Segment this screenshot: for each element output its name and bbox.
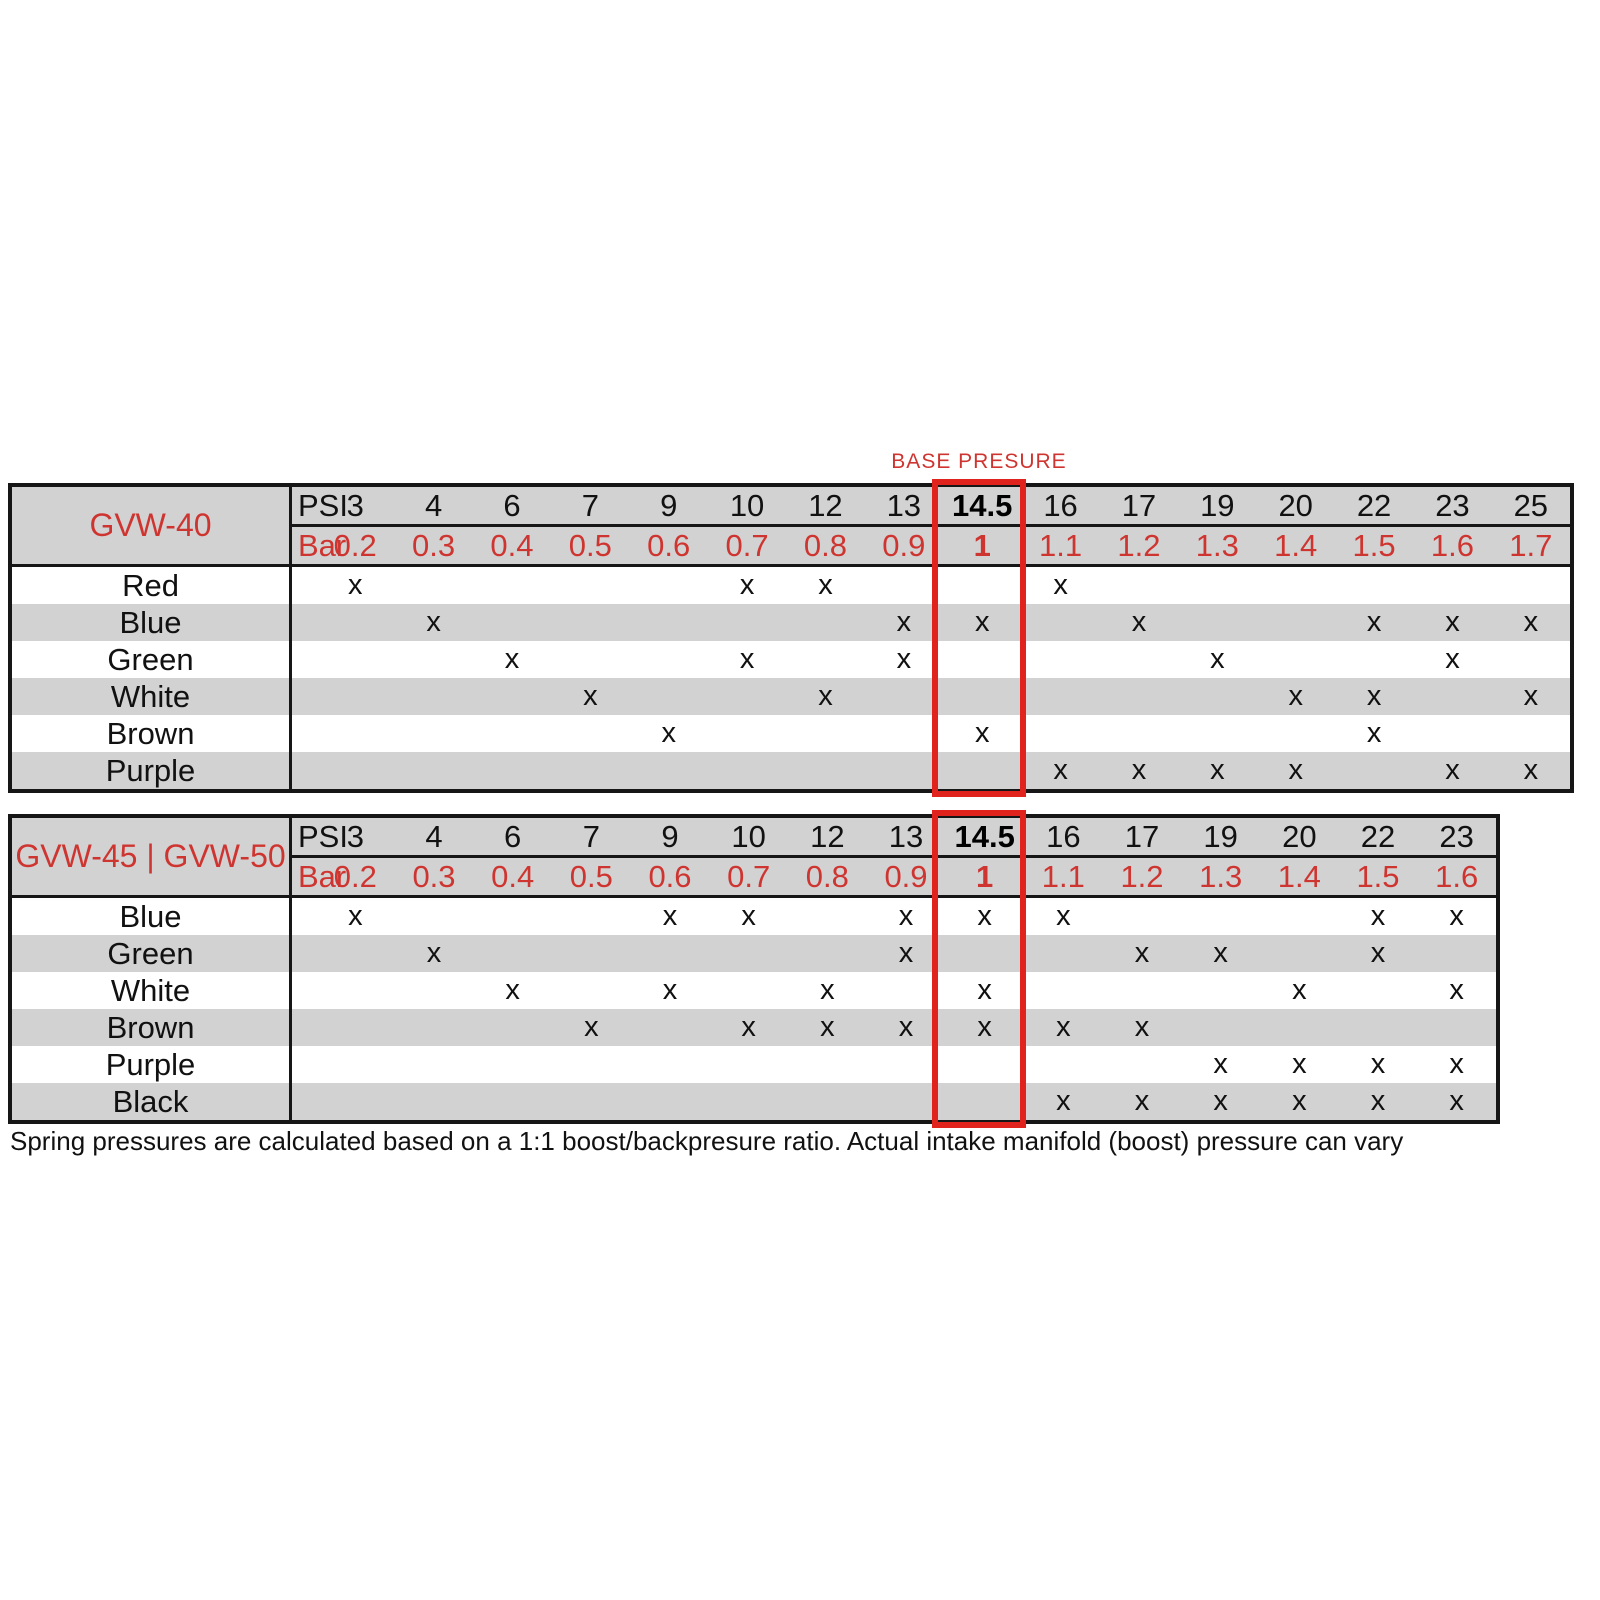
psi-value-cell: 14.5 xyxy=(952,488,1013,523)
mark-cell: x xyxy=(1366,680,1382,712)
row-cells xyxy=(292,752,1570,789)
table-title: GVW-40 xyxy=(12,487,292,564)
mark-cell: x xyxy=(1292,974,1307,1006)
mark-cell: x xyxy=(426,606,441,638)
bar-value-cell: 1.3 xyxy=(1195,528,1239,563)
row-cells xyxy=(292,641,1570,678)
bar-value-cell: 0.6 xyxy=(647,528,691,563)
spring-color-label: Purple xyxy=(12,752,292,789)
psi-value-cell: 9 xyxy=(660,488,678,523)
mark-cell: x xyxy=(896,606,912,638)
psi-value-cell: 13 xyxy=(888,819,924,854)
mark-cell: x xyxy=(1131,606,1147,638)
mark-cell: x xyxy=(504,643,520,675)
bar-value-cell: 0.3 xyxy=(412,859,456,894)
mark-cell: x xyxy=(426,937,442,969)
bar-value-cell: 0.8 xyxy=(803,528,847,563)
psi-value-cell: 17 xyxy=(1121,488,1157,523)
spring-color-label: Brown xyxy=(12,715,292,752)
mark-cell: x xyxy=(739,643,755,675)
mark-cell: x xyxy=(1370,900,1386,932)
spring-row-green xyxy=(12,641,1570,678)
spring-row-white xyxy=(12,972,1496,1009)
mark-cell: x xyxy=(977,900,992,932)
mark-cell: x xyxy=(662,900,678,932)
mark-cell: x xyxy=(1449,1085,1464,1117)
row-cells xyxy=(292,1083,1496,1120)
psi-value-cell: 3 xyxy=(346,488,364,523)
psi-value-cell: 14.5 xyxy=(954,819,1015,854)
bar-value-cell: 1.5 xyxy=(1352,528,1396,563)
psi-value-cell: 12 xyxy=(810,819,845,854)
mark-cell: x xyxy=(739,569,755,601)
footnote: Spring pressures are calculated based on a 1:1 boost/backpresure ratio. Actual intake manifold (boost) pressure can vary xyxy=(10,1126,1404,1156)
mark-cell: x xyxy=(1523,606,1539,638)
psi-value-cell: 19 xyxy=(1200,488,1235,523)
gvw-40-spring-table xyxy=(8,483,1574,793)
mark-cell: x xyxy=(1213,1048,1228,1080)
base-pressure-annotation: BASE PRESURE xyxy=(891,450,1067,473)
mark-cell: x xyxy=(1292,1048,1307,1080)
bar-value-cell: 1.6 xyxy=(1435,859,1479,894)
mark-cell: x xyxy=(1449,1048,1464,1080)
spring-color-label: White xyxy=(12,972,292,1009)
mark-cell: x xyxy=(1056,1011,1071,1043)
bar-value-cell: 1.1 xyxy=(1039,528,1083,563)
table-header xyxy=(12,487,1570,567)
mark-cell: x xyxy=(741,900,756,932)
table-title: GVW-45 | GVW-50 xyxy=(12,818,292,895)
spring-row-blue xyxy=(12,604,1570,641)
row-cells xyxy=(292,567,1570,604)
mark-cell: x xyxy=(1213,937,1228,969)
mark-cell: x xyxy=(1449,974,1464,1006)
psi-value-cell: 6 xyxy=(504,819,522,854)
psi-value-cell: 22 xyxy=(1356,488,1392,523)
bar-value-cell: 0.7 xyxy=(727,859,771,894)
spring-row-black xyxy=(12,1083,1496,1120)
bar-value-cell: 1.7 xyxy=(1509,528,1553,563)
bar-header-row xyxy=(292,858,1496,895)
bar-value-cell: 0.8 xyxy=(805,859,849,894)
psi-value-cell: 4 xyxy=(425,819,443,854)
mark-cell: x xyxy=(1292,1085,1307,1117)
bar-value-cell: 0.2 xyxy=(333,859,377,894)
spring-row-purple xyxy=(12,752,1570,789)
mark-cell: x xyxy=(974,606,990,638)
spring-color-label: Purple xyxy=(12,1046,292,1083)
bar-value-cell: 1 xyxy=(976,859,994,894)
bar-value-cell: 1.6 xyxy=(1430,528,1474,563)
mark-cell: x xyxy=(1134,1085,1150,1117)
bar-value-cell: 0.5 xyxy=(569,859,613,894)
mark-cell: x xyxy=(1053,754,1068,786)
bar-value-cell: 0.5 xyxy=(568,528,612,563)
psi-value-cell: 9 xyxy=(661,819,679,854)
mark-cell: x xyxy=(1213,1085,1228,1117)
mark-cell: x xyxy=(1131,754,1147,786)
mark-cell: x xyxy=(1210,754,1225,786)
header-grid xyxy=(292,487,1570,564)
bar-value-cell: 0.4 xyxy=(490,528,534,563)
row-cells xyxy=(292,935,1496,972)
psi-value-cell: 7 xyxy=(582,819,600,854)
bar-value-cell: 0.3 xyxy=(412,528,456,563)
mark-cell: x xyxy=(1056,1085,1071,1117)
bar-value-cell: 1.3 xyxy=(1199,859,1243,894)
mark-cell: x xyxy=(977,974,992,1006)
mark-cell: x xyxy=(1445,606,1460,638)
header-grid xyxy=(292,818,1496,895)
gvw-45-50-spring-table xyxy=(8,814,1500,1124)
bar-value-cell: 0.9 xyxy=(882,528,926,563)
mark-cell: x xyxy=(1523,680,1539,712)
spring-color-label: Green xyxy=(12,641,292,678)
psi-value-cell: 13 xyxy=(886,488,922,523)
bar-value-cell: 1.2 xyxy=(1117,528,1161,563)
psi-value-cell: 10 xyxy=(731,819,766,854)
mark-cell: x xyxy=(1366,606,1382,638)
psi-value-cell: 19 xyxy=(1203,819,1238,854)
spring-row-purple xyxy=(12,1046,1496,1083)
mark-cell: x xyxy=(1370,1048,1386,1080)
psi-value-cell: 4 xyxy=(424,488,443,523)
row-cells xyxy=(292,898,1496,935)
psi-value-cell: 6 xyxy=(503,488,521,523)
psi-value-cell: 12 xyxy=(808,488,843,523)
psi-value-cell: 7 xyxy=(581,488,599,523)
spring-color-label: White xyxy=(12,678,292,715)
psi-value-cell: 23 xyxy=(1435,488,1470,523)
mark-cell: x xyxy=(1449,900,1464,932)
bar-value-cell: 0.4 xyxy=(491,859,535,894)
bar-value-cell: 1.4 xyxy=(1274,528,1318,563)
spring-color-label: Blue xyxy=(12,604,292,641)
spring-row-red xyxy=(12,567,1570,604)
psi-header-row xyxy=(292,487,1570,527)
mark-cell: x xyxy=(898,1011,914,1043)
mark-cell: x xyxy=(1134,1011,1150,1043)
mark-cell: x xyxy=(348,900,363,932)
psi-value-cell: 16 xyxy=(1046,819,1081,854)
bar-value-cell: 1.2 xyxy=(1120,859,1164,894)
mark-cell: x xyxy=(1370,937,1386,969)
mark-cell: x xyxy=(1134,937,1150,969)
row-cells xyxy=(292,715,1570,752)
bar-value-cell: 1.5 xyxy=(1356,859,1400,894)
mark-cell: x xyxy=(662,974,678,1006)
psi-value-cell: 3 xyxy=(346,819,364,854)
mark-cell: x xyxy=(1370,1085,1386,1117)
mark-cell: x xyxy=(505,974,520,1006)
mark-cell: x xyxy=(1288,680,1303,712)
base-pressure-highlight-box xyxy=(932,479,1026,797)
mark-cell: x xyxy=(818,569,833,601)
psi-value-cell: 20 xyxy=(1282,819,1317,854)
psi-value-cell: 17 xyxy=(1124,819,1160,854)
mark-cell: x xyxy=(1523,754,1539,786)
spring-color-label: Black xyxy=(12,1083,292,1120)
spring-row-white xyxy=(12,678,1570,715)
bar-value-cell: 0.6 xyxy=(648,859,692,894)
row-cells xyxy=(292,1009,1496,1046)
mark-cell: x xyxy=(583,680,598,712)
bar-value-cell: 0.2 xyxy=(333,528,377,563)
bar-header-row xyxy=(292,527,1570,564)
mark-cell: x xyxy=(1445,643,1460,675)
mark-cell: x xyxy=(974,717,990,749)
spring-row-brown xyxy=(12,1009,1496,1046)
psi-value-cell: 10 xyxy=(729,488,765,523)
mark-cell: x xyxy=(661,717,676,749)
mark-cell: x xyxy=(741,1011,756,1043)
mark-cell: x xyxy=(896,643,912,675)
psi-value-cell: 20 xyxy=(1278,488,1313,523)
psi-header-row xyxy=(292,818,1496,858)
psi-value-cell: 16 xyxy=(1043,488,1078,523)
mark-cell: x xyxy=(347,569,363,601)
mark-cell: x xyxy=(584,1011,599,1043)
bar-value-cell: 1 xyxy=(973,528,991,563)
bar-value-cell: 0.9 xyxy=(884,859,928,894)
mark-cell: x xyxy=(1053,569,1068,601)
mark-cell: x xyxy=(820,1011,835,1043)
spring-row-green xyxy=(12,935,1496,972)
mark-cell: x xyxy=(1366,717,1382,749)
mark-cell: x xyxy=(898,937,914,969)
mark-cell: x xyxy=(898,900,914,932)
mark-cell: x xyxy=(820,974,835,1006)
spring-color-label: Brown xyxy=(12,1009,292,1046)
mark-cell: x xyxy=(818,680,833,712)
base-pressure-highlight-box xyxy=(932,810,1026,1128)
table-header xyxy=(12,818,1496,898)
mark-cell: x xyxy=(1210,643,1225,675)
spring-row-brown xyxy=(12,715,1570,752)
bar-value-cell: 1.1 xyxy=(1041,859,1085,894)
mark-cell: x xyxy=(977,1011,992,1043)
mark-cell: x xyxy=(1288,754,1303,786)
spring-color-label: Red xyxy=(12,567,292,604)
psi-unit-label: PSI xyxy=(298,819,348,854)
mark-cell: x xyxy=(1056,900,1071,932)
psi-value-cell: 25 xyxy=(1513,488,1549,523)
spring-color-label: Green xyxy=(12,935,292,972)
spring-row-blue xyxy=(12,898,1496,935)
psi-unit-label: PSI xyxy=(298,488,348,523)
bar-unit-label: Bar xyxy=(298,859,347,894)
mark-cell: x xyxy=(1445,754,1460,786)
row-cells xyxy=(292,604,1570,641)
psi-value-cell: 22 xyxy=(1360,819,1396,854)
bar-unit-label: Bar xyxy=(298,528,347,563)
row-cells xyxy=(292,972,1496,1009)
bar-value-cell: 0.7 xyxy=(725,528,769,563)
psi-value-cell: 23 xyxy=(1439,819,1474,854)
row-cells xyxy=(292,1046,1496,1083)
row-cells xyxy=(292,678,1570,715)
spring-color-label: Blue xyxy=(12,898,292,935)
bar-value-cell: 1.4 xyxy=(1277,859,1321,894)
